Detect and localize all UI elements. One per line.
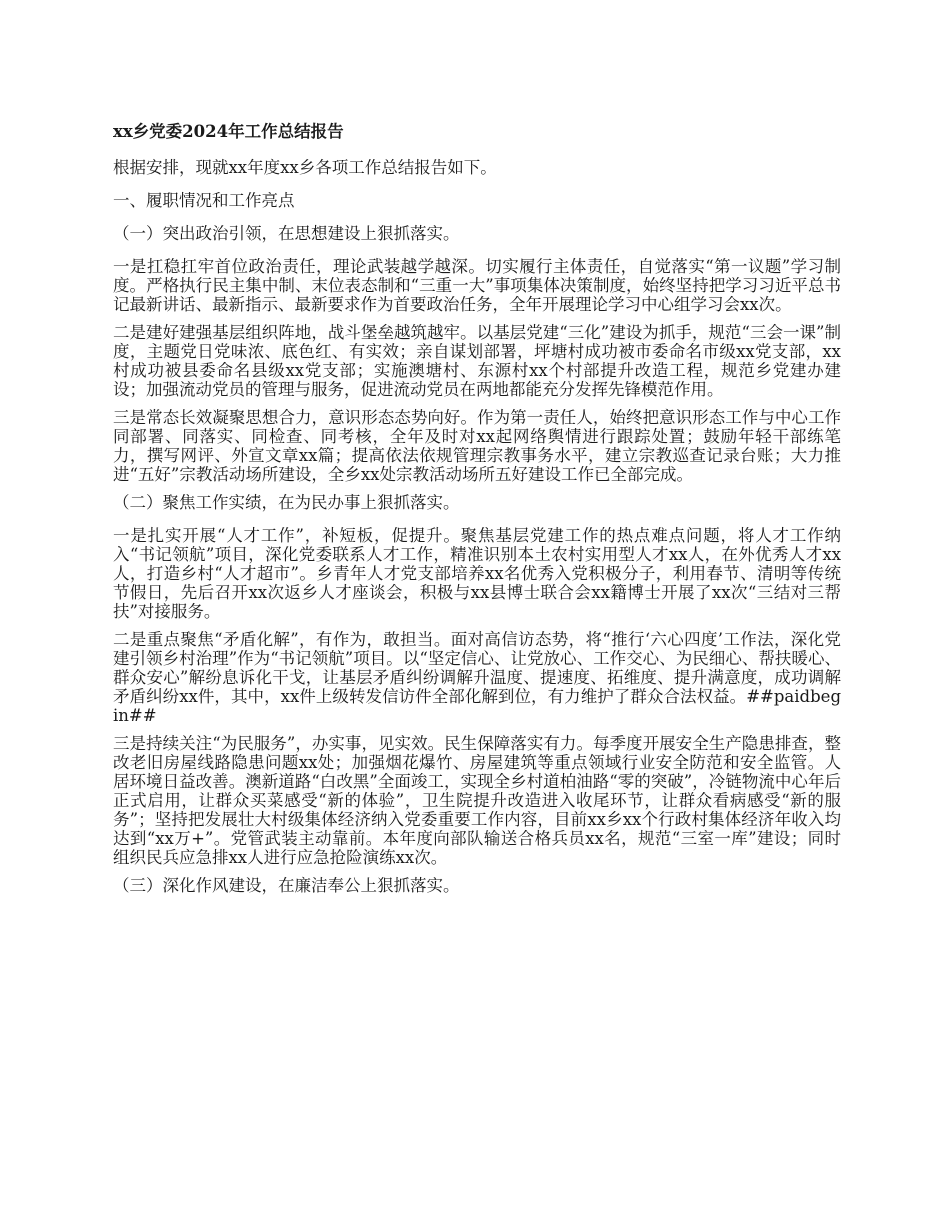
paragraph-6: 三是持续关注“为民服务”，办实事，见实效。民生保障落实有力。每季度开展安全生产隐患排查，整改老旧房屋线路隐患问题xx处；加强烟花爆竹、房屋建筑等重点领域行业安全防范和安全监管。人居环境日益改善。澳新道路“白改黑”全面竣工，实现全乡村道柏油路“零的突破”，冷链物流中心年后正式启用，让群众买菜感受“新的体验”，卫生院提升改造进入收尾环节，让群众看病感受“新的服务”；坚持把发展壮大村级集体经济纳入党委重要工作内容，目前xx乡xx个行政村集体经济年收入均达到“xx万+”。党管武装主动靠前。本年度向部队输送合格兵员xx名，规范“三室一库”建设；同时组织民兵应急排xx人进行应急抢险演练xx次。 [113, 734, 841, 867]
paragraph-3: 三是常态长效凝聚思想合力，意识形态态势向好。作为第一责任人，始终把意识形态工作与中心工作同部署、同落实、同检查、同考核，全年及时对xx起网络舆情进行跟踪处置；鼓励年轻干部练笔力，撰写网评、外宣文章xx篇；提高依法依规管理宗教事务水平，建立宗教巡查记录台账；大力推进“五好”宗教活动场所建设，全乡xx处宗教活动场所五好建设工作已全部完成。 [113, 408, 841, 484]
subsection-heading-2: （二）聚焦工作实绩，在为民办事上狠抓落实。 [113, 493, 460, 512]
paragraph-5: 二是重点聚焦“矛盾化解”，有作为，敢担当。面对高信访态势，将“推行‘六心四度’工作法，深化党建引领乡村治理”作为“书记领航”项目。以“坚定信心、让党放心、工作交心、为民细心、帮扶暖心、群众安心”解纷息诉化干戈，让基层矛盾纠纷调解升温度、提速度、拓维度、提升满意度，成功调解矛盾纠纷xx件，其中，xx件上级转发信访件全部化解到位，有力维护了群众合法权益。##paidbegin## [113, 630, 841, 725]
subsection-heading-1: （一）突出政治引领，在思想建设上狠抓落实。 [113, 224, 460, 243]
paragraph-4: 一是扎实开展“人才工作”，补短板，促提升。聚焦基层党建工作的热点难点问题，将人才工作纳入“书记领航”项目，深化党委联系人才工作，精准识别本土农村实用型人才xx人，在外优秀人才xx人，打造乡村“人才超市”。乡青年人才党支部培养xx名优秀入党积极分子，利用春节、清明等传统节假日，先后召开xx次返乡人才座谈会，积极与xx县博士联合会xx籍博士开展了xx次“三结对三帮扶”对接服务。 [113, 526, 841, 621]
section-heading-1: 一、履职情况和工作亮点 [113, 191, 295, 210]
paragraph-2: 二是建好建强基层组织阵地，战斗堡垒越筑越牢。以基层党建“三化”建设为抓手，规范“三会一课”制度，主题党日党味浓、底色红、有实效；亲自谋划部署，坪塘村成功被市委命名市级xx党支部，xx村成功被县委命名县级xx党支部；实施澳塘村、东源村xx个村部提升改造工程，规范乡党建办建设；加强流动党员的管理与服务，促进流动党员在两地都能充分发挥先锋模范作用。 [113, 323, 841, 399]
intro-line: 根据安排，现就xx年度xx乡各项工作总结报告如下。 [113, 158, 497, 177]
document-title: xx乡党委2024年工作总结报告 [113, 122, 344, 141]
paragraph-1: 一是扛稳扛牢首位政治责任，理论武装越学越深。切实履行主体责任，自觉落实“第一议题”学习制度。严格执行民主集中制、末位表态制和“三重一大”事项集体决策制度，始终坚持把学习习近平总书记最新讲话、最新指示、最新要求作为首要政治任务，全年开展理论学习中心组学习会xx次。 [113, 257, 841, 314]
subsection-heading-3: （三）深化作风建设，在廉洁奉公上狠抓落实。 [113, 876, 460, 895]
document-page [113, 122, 841, 909]
